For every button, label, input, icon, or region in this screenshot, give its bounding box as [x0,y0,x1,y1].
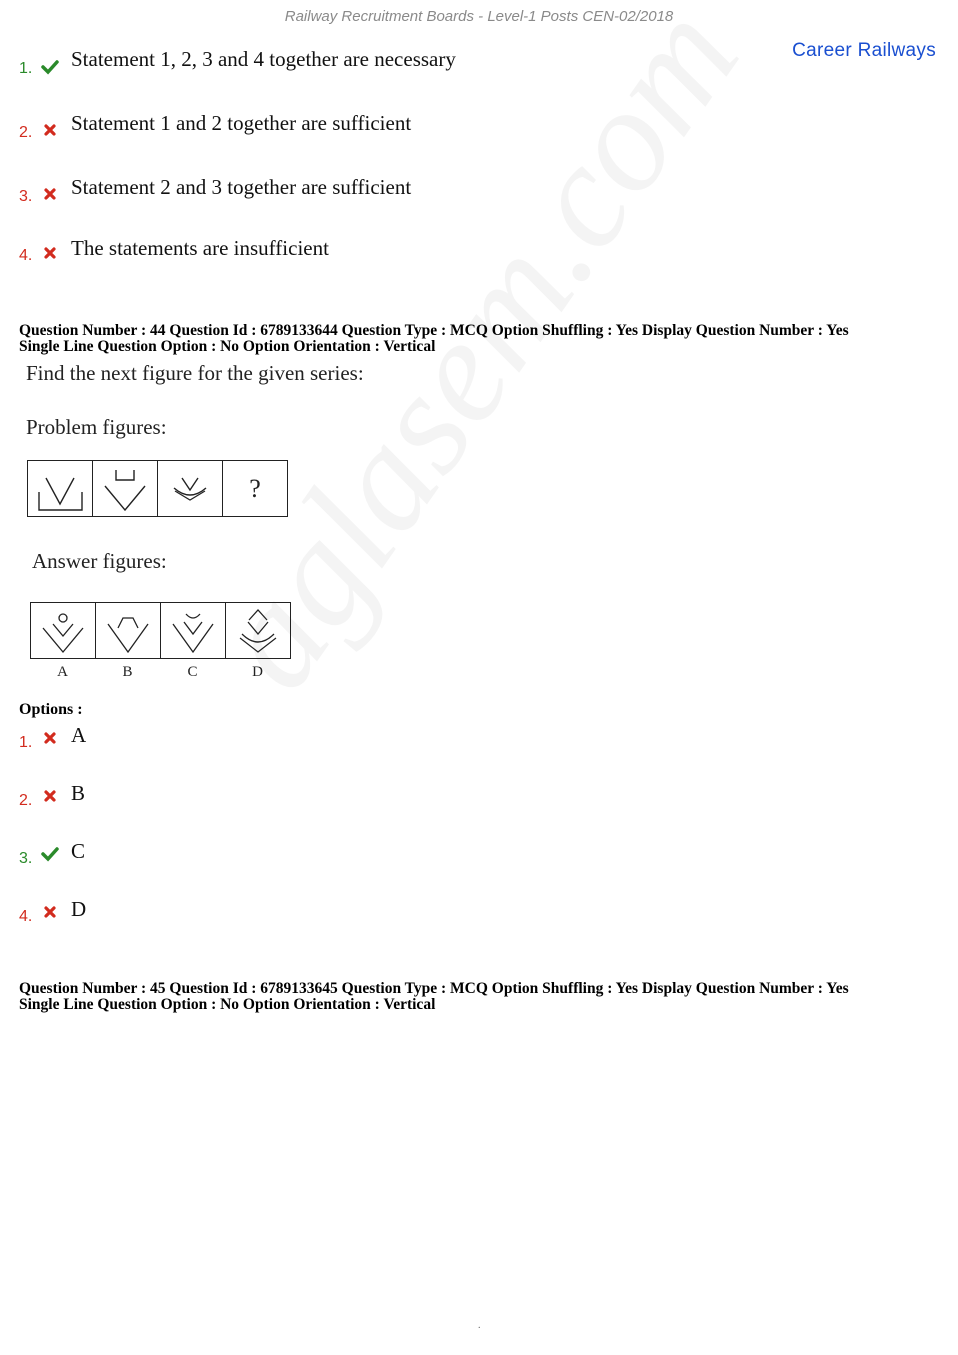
answer-figure-b-shape [100,606,156,656]
problem-figure-3-shape [162,464,218,514]
problem-figure-2-shape [97,464,153,514]
option-number: 3. [19,188,33,205]
option-text: Statement 1, 2, 3 and 4 together are necessary [71,47,456,71]
cross-icon [41,244,59,262]
question-44-meta [19,323,849,355]
answer-figure-d-shape [230,606,286,656]
footer-mark: . [478,1320,481,1331]
meta-line-1: Question Number : 45 Question Id : 6789133645 Question Type : MCQ Option Shuffling : Yes Display Question Number : Yes [19,980,849,997]
answer-letter-b: B [122,664,133,680]
brand-label: Career Railways [792,40,936,61]
option-number: 4. [19,908,33,925]
option-text: D [71,897,87,921]
option-text: B [71,781,86,805]
option-number: 4. [19,247,33,264]
question-45-meta [19,981,849,1013]
meta-line-2: Single Line Question Option : No Option Orientation : Vertical [19,996,436,1013]
question-mark-placeholder: ? [249,473,261,503]
problem-figures-label: Problem figures: [26,415,167,439]
option-text: C [71,839,86,863]
check-icon [41,58,59,76]
cross-icon [41,787,59,805]
answer-letter-d: D [252,664,263,680]
answer-figures [30,602,291,659]
problem-figure-1-shape [32,464,88,514]
option-text: Statement 2 and 3 together are sufficient [71,175,412,199]
problem-figure-1 [28,461,93,516]
check-icon [41,845,59,863]
meta-line-2: Single Line Question Option : No Option Orientation : Vertical [19,338,436,355]
option-text: Statement 1 and 2 together are sufficient [71,111,412,135]
answer-letters [30,664,290,681]
cross-icon [41,729,59,747]
problem-figure-3 [158,461,223,516]
answer-figure-c-shape [165,606,221,656]
problem-figure-4 [223,461,287,516]
problem-figures [27,460,288,517]
answer-figure-c [161,603,226,658]
answer-figure-b [96,603,161,658]
option-text: A [71,723,87,747]
answer-figure-a [31,603,96,658]
option-number: 1. [19,60,33,77]
meta-line-1: Question Number : 44 Question Id : 6789133644 Question Type : MCQ Option Shuffling : Yes Display Question Number : Yes [19,322,849,339]
option-text: The statements are insufficient [71,236,329,260]
answer-letter-c: C [187,664,198,680]
problem-figure-2 [93,461,158,516]
option-number: 3. [19,850,33,867]
cross-icon [41,903,59,921]
cross-icon [41,185,59,203]
page-header-title: Railway Recruitment Boards - Level-1 Posts CEN-02/2018 [284,8,674,25]
answer-figure-d [226,603,290,658]
answer-letter-a: A [57,664,68,680]
option-number: 1. [19,734,33,751]
option-number: 2. [19,792,33,809]
answer-figures-label: Answer figures: [32,549,167,573]
options-heading: Options : [19,701,83,718]
question-text: Find the next figure for the given series: [26,361,364,385]
answer-figure-a-shape [35,606,91,656]
cross-icon [41,121,59,139]
option-number: 2. [19,124,33,141]
